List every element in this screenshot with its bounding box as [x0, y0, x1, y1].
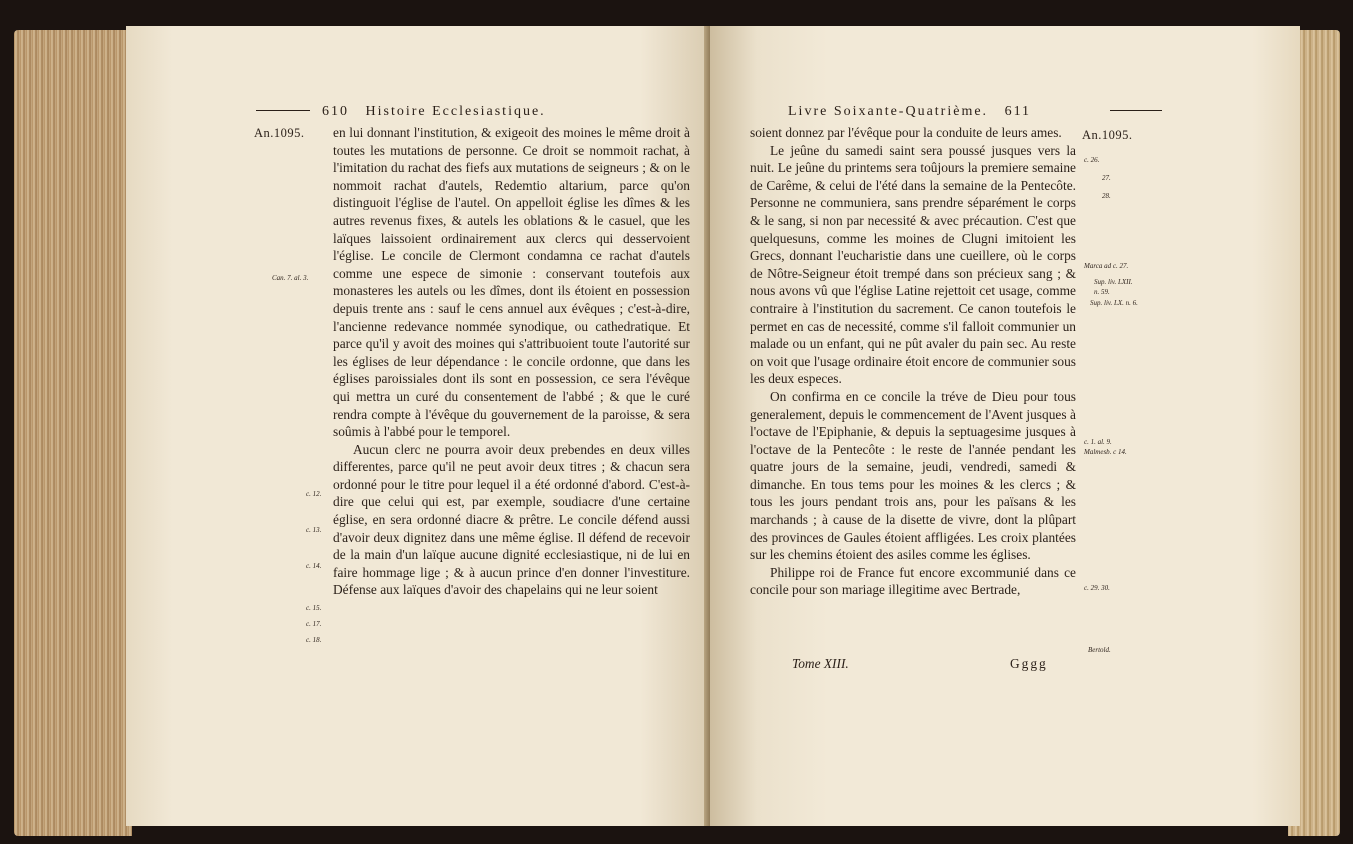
margin-note: c. 17. — [306, 620, 322, 628]
left-page-number: 610 — [322, 104, 349, 119]
margin-note: c. 1. al. 9. — [1084, 438, 1112, 446]
left-page-header — [322, 104, 546, 120]
margin-note: c. 26. — [1084, 156, 1100, 164]
margin-note: c. 15. — [306, 604, 322, 612]
right-page-header — [788, 104, 1031, 120]
paragraph: Aucun clerc ne pourra avoir deux prebendes en deux villes differentes, parce qu'il ne peut avoir deux titres ; & chacun sera ordonné pour le titre pour lequel il a été ordonné d'abord. C'est-à-dire que celui qui est, par exemple, soudiacre d'une certaine église, en sera ordonné diacre & prêtre. Le concile défend aussi d'avoir deux dignitez dans une même église. Il défend de recevoir de la main d'un laïque aucune dignité ecclesiastique, ni de lui en faire hommage lige ; & à aucun prince d'en donner l'investiture. Défense aux laïques d'avoir des chapelains qui ne leur soient — [333, 441, 690, 598]
margin-note: Bertold. — [1088, 646, 1111, 654]
right-page-number: 611 — [1004, 104, 1032, 119]
footer-signature: Gggg — [1010, 656, 1048, 671]
paragraph: On confirma en ce concile la tréve de Dieu pour tous generalement, depuis le commencement de l'Avent jusques à l'octave de l'Epiphanie, & depuis la septuagesime jusques à l'octave de la Pentecôte : le reste de l'année pendant les quatre jours de la semaine, jeudi, vendredi, samedi & dimanche. En tous tems pour les moines & les clercs ; & tous les jours pendant trois ans, pour les païsans & les marchands ; à cause de la disette de vivre, dont la plûpart des provinces de Gaules étoient affligées. Les croix plantées sur les chemins étoient des asiles comme les églises. — [750, 388, 1076, 563]
paragraph: soient donnez par l'évêque pour la conduite de leurs ames. — [750, 125, 1062, 140]
margin-note: c. 18. — [306, 636, 322, 644]
paragraph: Le jeûne du samedi saint sera poussé jusques vers la nuit. Le jeûne du printems sera toûjours la premiere semaine de Carême, & celui de l'été dans la semaine de la Pentecôte. Personne ne communiera, sans prendre séparément le corps & le sang, si non par necessité & avec précaution. C'est que quelquesuns, comme les moines de Clugni imitoient les Grecs, donnant l'eucharistie dans une cueillere, où le corps de Nôtre-Seigneur étoit trempé dans son précieux sang ; & nous avons vû que l'église Latine rejettoit cet usage, comme contraire à l'institution du sacrement. Ce canon toutefois le permet en cas de necessité, comme s'il falloit communier un malade ou un enfant, qui ne pût avaler du pain sec. Au reste on voit que l'usage ordinaire étoit encore de communier sous les deux especes. — [750, 142, 1076, 387]
left-body-text — [333, 124, 690, 599]
right-running-title: Livre Soixante-Quatrième. — [788, 104, 989, 119]
left-page — [126, 26, 710, 826]
right-body-text — [750, 124, 1076, 599]
left-running-title: Histoire Ecclesiastique. — [365, 104, 546, 119]
left-page-edges — [14, 30, 132, 836]
header-rule-left — [256, 110, 310, 111]
margin-note: c. 29. 30. — [1084, 584, 1110, 592]
margin-note: Marca ad c. 27. — [1084, 262, 1129, 270]
margin-note: Sup. liv. LXII. — [1094, 278, 1133, 286]
margin-note: c. 14. — [306, 562, 322, 570]
margin-note: 28. — [1102, 192, 1111, 200]
open-book — [14, 18, 1340, 836]
margin-note: n. 59. — [1094, 288, 1110, 296]
header-rule-right — [1110, 110, 1162, 111]
margin-note: Can. 7. al. 3. — [272, 274, 309, 282]
left-year: An.1095. — [254, 126, 305, 140]
paragraph: Philippe roi de France fut encore excommunié dans ce concile pour son mariage illegitime avec Bertrade, — [750, 564, 1076, 598]
margin-note: Malmesb. c 14. — [1084, 448, 1127, 456]
margin-note: c. 12. — [306, 490, 322, 498]
footer-volume: Tome XIII. — [792, 656, 849, 671]
margin-note: 27. — [1102, 174, 1111, 182]
right-year: An.1095. — [1082, 128, 1133, 142]
paragraph: en lui donnant l'institution, & exigeoit des moines le même droit à toutes les mutations de personne. Ce droit se nommoit rachat, à l'imitation du rachat des fiefs aux mutations de seigneurs ; & on le nommoit rachat d'autels, Redemtio altarium, parce qu'on distinguoit l'église de l'autel. On appelloit église les dîmes & les autres revenus fixes, & autels les oblations & le casuel, que les laïques laissoient ordinairement aux clercs qui desservoient l'église. Le concile de Clermont condamna ce rachat d'autels comme une espece de simonie : conservant toutefois aux monasteres les autels ou les dîmes, dont ils étoient en possession depuis trente ans : sauf le cens annuel aux évêques ; c'est-à-dire, l'ancienne redevance nommée synodique, ou cathedratique. Et parce qu'il y avoit des moines qui s'attribuoient toute l'autorité sur les églises de leur dépendance : le concile ordonne, que dans les églises paroissiales dont ils sont en possession, ce sera l'évêque qui mettra un curé du consentement de l'abbé ; & que le curé rendra compte à l'évêque du gouvernement de la paroisse, & sera soûmis à l'abbé pour le temporel. — [333, 125, 690, 440]
margin-note: Sup. liv. LX. n. 6. — [1090, 299, 1138, 307]
margin-note: c. 13. — [306, 526, 322, 534]
right-page — [710, 26, 1300, 826]
